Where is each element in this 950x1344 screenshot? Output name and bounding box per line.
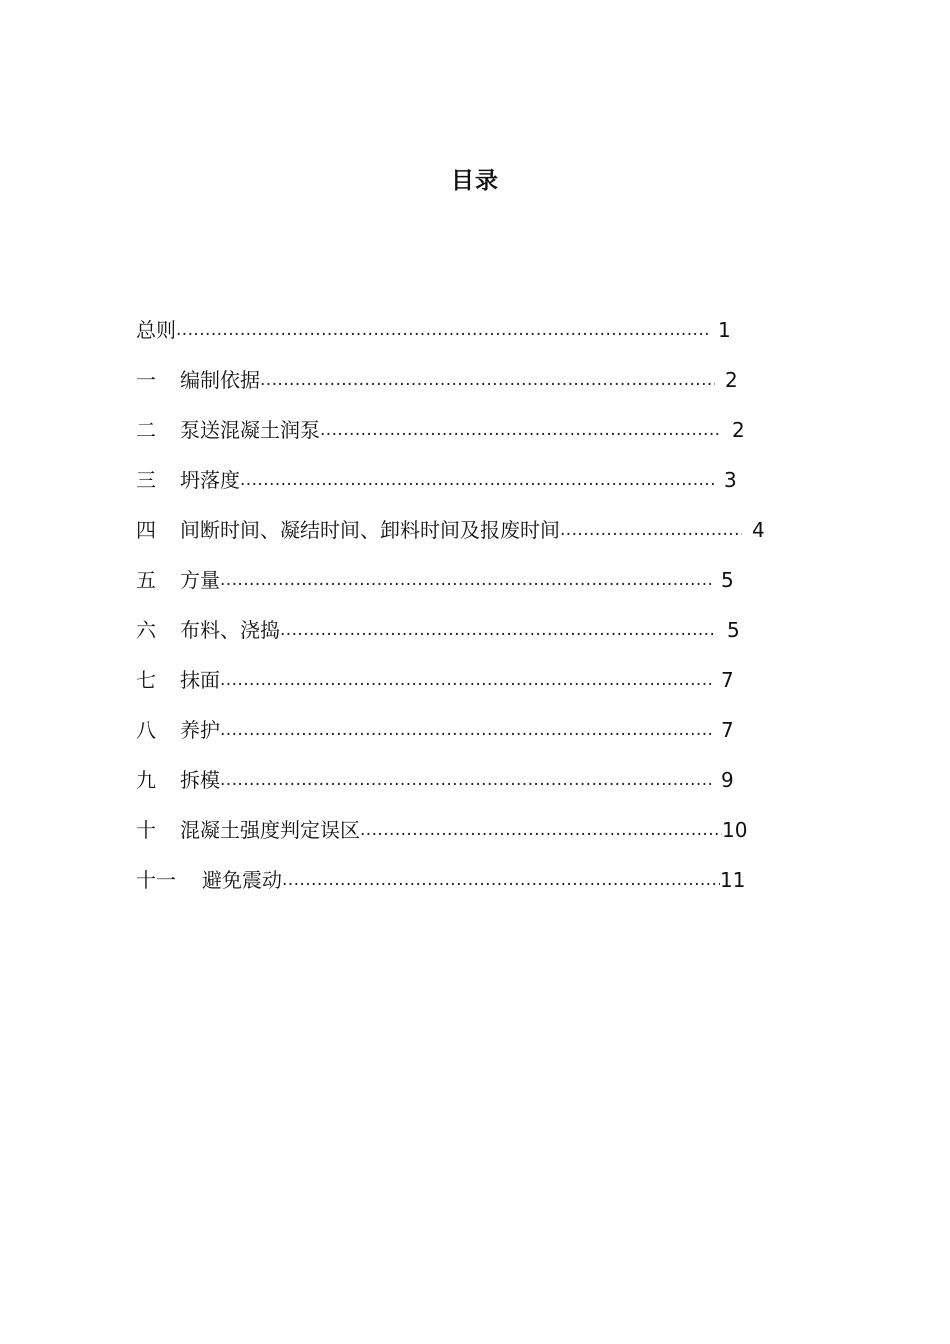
toc-number: 六 xyxy=(136,618,156,642)
toc-title: 目录 xyxy=(451,168,499,194)
toc-page-number: 1 xyxy=(718,318,731,342)
toc-number: 七 xyxy=(136,668,156,692)
toc-page-number: 5 xyxy=(721,568,734,592)
toc-page-number: 7 xyxy=(721,718,734,742)
dot-leader xyxy=(320,416,722,444)
toc-number: 十 xyxy=(136,818,156,842)
dot-leader xyxy=(560,516,742,544)
dot-leader xyxy=(220,766,711,794)
dot-leader xyxy=(220,716,711,744)
toc-page-number: 3 xyxy=(724,468,737,492)
toc-page-number: 2 xyxy=(732,418,745,442)
toc-entry[interactable] xyxy=(136,666,765,716)
toc-label: 编制依据 xyxy=(180,368,260,392)
toc-page-number: 9 xyxy=(721,768,734,792)
toc-number: 九 xyxy=(136,768,156,792)
toc-entry[interactable] xyxy=(136,366,765,416)
dot-leader xyxy=(280,616,717,644)
toc-label: 混凝土强度判定误区 xyxy=(180,818,360,842)
toc-label: 坍落度 xyxy=(180,468,240,492)
toc-page-number: 5 xyxy=(727,618,740,642)
toc-entry[interactable] xyxy=(136,866,765,916)
toc-page-number: 4 xyxy=(752,518,765,542)
toc-entry[interactable] xyxy=(136,466,765,516)
toc-entry[interactable] xyxy=(136,816,765,866)
toc-number: 一 xyxy=(136,368,156,392)
toc-label: 抹面 xyxy=(180,668,220,692)
toc-entry[interactable] xyxy=(136,316,765,366)
dot-leader xyxy=(220,666,711,694)
toc-number: 八 xyxy=(136,718,156,742)
dot-leader xyxy=(282,866,720,894)
toc-page-number: 2 xyxy=(725,368,738,392)
toc-number: 五 xyxy=(136,568,156,592)
dot-leader xyxy=(360,816,722,844)
dot-leader xyxy=(240,466,714,494)
dot-leader xyxy=(220,566,711,594)
toc-list xyxy=(136,316,765,916)
toc-number: 二 xyxy=(136,418,156,442)
toc-label: 间断时间、凝结时间、卸料时间及报废时间 xyxy=(180,518,560,542)
toc-label: 泵送混凝土润泵 xyxy=(180,418,320,442)
toc-entry[interactable] xyxy=(136,716,765,766)
toc-entry[interactable] xyxy=(136,616,765,666)
toc-label: 养护 xyxy=(180,718,220,742)
toc-page-number: 7 xyxy=(721,668,734,692)
toc-label: 布料、浇捣 xyxy=(180,618,280,642)
toc-number: 四 xyxy=(136,518,156,542)
toc-label: 总则 xyxy=(136,318,176,342)
dot-leader xyxy=(176,316,708,344)
toc-label: 方量 xyxy=(180,568,220,592)
dot-leader xyxy=(260,366,715,394)
toc-entry[interactable] xyxy=(136,516,765,566)
toc-label: 拆模 xyxy=(180,768,220,792)
toc-number: 十一 xyxy=(136,868,176,892)
toc-entry[interactable] xyxy=(136,566,765,616)
toc-number: 三 xyxy=(136,468,156,492)
toc-page-number: 11 xyxy=(720,868,746,892)
toc-entry[interactable] xyxy=(136,766,765,816)
toc-label: 避免震动 xyxy=(202,868,282,892)
toc-entry[interactable] xyxy=(136,416,765,466)
toc-page-number: 10 xyxy=(722,818,748,842)
